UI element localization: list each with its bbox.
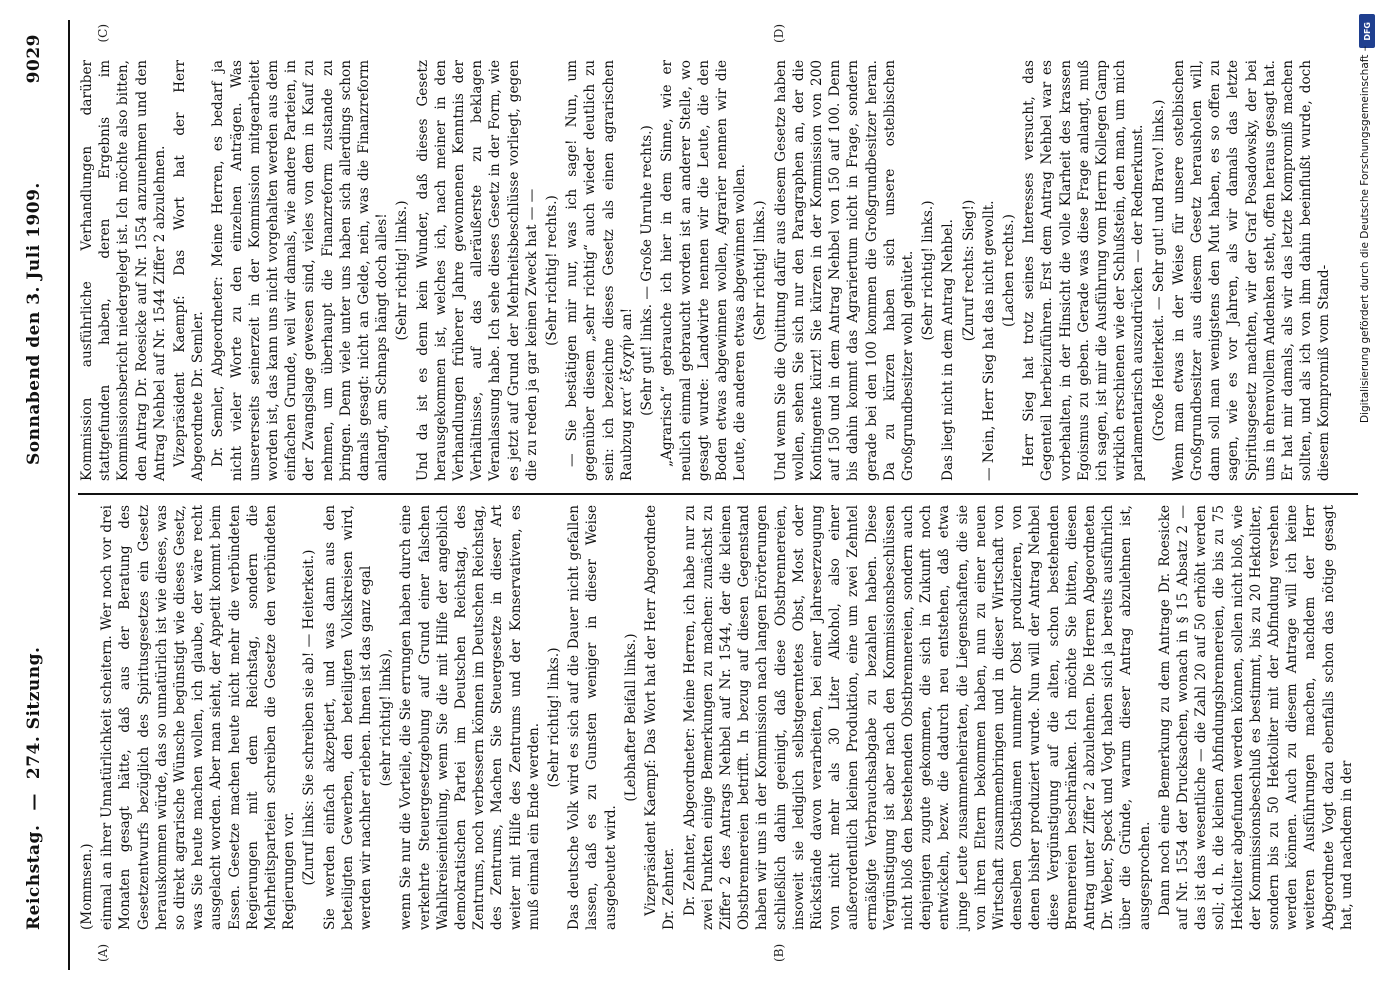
dfg-logo: DFG <box>1359 14 1375 48</box>
interjection: (Große Heiterkeit. — Sehr gut! und Bravo! links.) <box>1150 99 1167 442</box>
header-dash: — <box>24 793 44 811</box>
margin-marker-d: (D) <box>772 24 786 43</box>
paragraph: Dr. Semler, Abgeordneter: Meine Herren, es bedarf ja nicht vieler Worte zu den einzelnen Anträgen. Was unsererseits seinerzeit in der Kommission mitgearbeitet worden ist, das kann uns nicht vorgehalten werden aus dem einfachen Grunde, weil wir damals, wie andere Parteien, in der Zwangslage gewesen sind, vieles von dem in Kauf zu nehmen, um überhaupt die Finanzreform zustande zu bringen. Denn viele unter uns haben sich allerdings schon damals gesagt: nicht an Gelde, nein, was die Finanzreform anlangt, am Schnaps hängt doch alles! <box>210 60 391 481</box>
interjection: (Zuruf rechts: Sieg!) <box>960 199 977 342</box>
interjection: (Sehr richtig! rechts.) <box>544 195 561 346</box>
paragraph: Herr Sieg hat trotz seines Interesses versucht, das Gegenteil herbeizuführen. Erst dem Antrag Nehbel war es vorbehalten, in der Hinsicht die volle Klarheit des krassen Egoismus zu geben. Gerade was diese Frage anlangt, muß ich sagen, ist mir die Ausführung vom Herrn Kollegen Gamp wirklich erschienen wie der Schlußstein, den man, um mich parlamentarisch auszudrücken — der Rednerkunst. <box>1021 60 1147 481</box>
interjection: (Sehr richtig! links.) <box>394 200 411 341</box>
interjection: (Lebhafter Beifall links.) <box>622 633 639 802</box>
paragraph: Dann noch eine Bemerkung zu dem Antrage Dr. Roesicke auf Nr. 1554 der Drucksachen, wonach in § 15 Absatz 2 — das ist das wesentliche — die Zahl 20 auf 50 erhöht werden soll; d. h. die kleinen Abfindungsbrennereien, die bis zu 75 Hektoliter abgefunden werden können, sollen nicht bloß, wie der Kommissionsbeschluß es bestimmt, bis zu 20 Hektoliter, sondern bis zu 50 Hektoliter mit der Abfindung versehen werden können. Auch zu diesem Antrage will ich keine weiteren Ausführungen machen, nachdem der Herr Abgeordnete Vogt dazu ebenfalls schon das nötige gesagt hat, und nachdem in der <box>1156 505 1355 930</box>
paragraph: — Sie bestätigen mir nur, was ich sage! Nun, um gegenüber diesem „sehr richtig“ auch wieder deutlich zu sein: ich bezeichne dieses Gesetz als einen agrarischen Raubzug κατ’ ἐξοχήν an! <box>564 60 635 481</box>
chair-announcement: Vizepräsident Kaempf: Das Wort hat der Herr Abgeordnete Dr. Zehnter. <box>643 505 678 930</box>
paragraph: Kommission ausführliche Verhandlungen darüber stattgefunden haben, deren Ergebnis im Kommissionsbericht niedergelegt ist. Ich möchte also bitten, den Antrag Dr. Roesicke auf Nr. 1554 anzunehmen und den Antrag Nehbel auf Nr. 1544 Ziffer 2 abzulehnen. <box>79 60 168 481</box>
chair-announcement: Vizepräsident Kaempf: Das Wort hat der Herr Abgeordnete Dr. Semler. <box>172 60 207 481</box>
interjection: (Lachen rechts.) <box>1000 214 1017 327</box>
speaker-tag: (Mommsen.) <box>79 843 95 930</box>
paragraph: Sie werden einfach akzeptiert, und was dann aus den beteiligten Gewerben, den beteiligten Volkskreisen wird, werden wir nachher erleben. Ihnen ist das ganz egal <box>321 505 375 930</box>
paragraph: „Agrarisch“ gebrauche ich hier in dem Sinne, wie er neulich einmal gebraucht worden ist an anderer Stelle, wo gesagt wurde: Landwirte nennen wir die Leute, die den Boden etwas abgewinnen wollen, Agrarier nennen wir die Leute, die anderen etwas abgewinnen wollen. <box>659 60 749 481</box>
paragraph: Das liegt nicht in dem Antrag Nehbel. <box>940 219 957 481</box>
interjection: (Sehr gut! links. — Große Unruhe rechts.) <box>639 125 656 416</box>
session-date: Sonnabend den 3. Juli 1909. <box>24 182 44 465</box>
interjection: (sehr richtig! links), <box>378 648 395 787</box>
margin-marker-c: (C) <box>96 24 110 43</box>
text-columns <box>78 20 1358 970</box>
interjection: (Sehr richtig! links.) <box>752 200 769 341</box>
page-number: 9029 <box>24 34 44 84</box>
right-column <box>78 20 1358 495</box>
paragraph: wenn Sie nur die Vorteile, die Sie errungen haben durch eine verkehrte Steuergesetzgebung auf Grund einer falschen Wahlkreiseinteilung, wenn Sie die mit Hilfe der angeblich demokratischen Partei im Deutschen Reichstag, des Zentrums, noch verbessern können im Deutschen Reichstag, des Zentrums, Machen Sie Steuergesetze in dieser Art weiter mit Hilfe des Zentrums und der Konservativen, es muß einmal ein Ende werden. <box>398 505 542 930</box>
paragraph: Und da ist es denn kein Wunder, daß dieses Gesetz herausgekommen ist, welches ich, nach meiner in den Verhandlungen früherer Jahre gewonnenen Kenntnis der Verhältnisse, auf das alleräußerste zu beklagen Veranlassung habe. Ich sehe dieses Gesetz in der Form, wie es jetzt auf Grund der Mehrheitsbeschlüsse vorliegt, gegen die zu reden ja gar keinen Zweck hat — — <box>414 60 540 481</box>
credit-text: Digitalisierung gefördert durch die Deutsche Forschungsgemeinschaft – <box>1359 46 1371 423</box>
margin-marker-a: (A) <box>96 943 110 962</box>
page-header <box>24 20 68 970</box>
paragraph: Und wenn Sie die Quittung dafür aus diesem Gesetze haben wollen, sehen Sie sich nur den Paragraphen an, der die Kontingente kürzt! Sie kürzen in der Kommission von 200 auf 150 und in dem Antrag Nehbel von 150 auf 100. Denn bis dahin kommt das Agrariertum nicht in Frage, sondern gerade bei den 100 kommen die Großgrundbesitzer heran. Da zu kürzen haben sich unsere ostelbischen Großgrundbesitzer wohl gehütet. <box>772 60 916 481</box>
publication-name: Reichstag. <box>24 824 44 930</box>
left-column <box>78 495 1358 970</box>
paragraph: Wenn man etwas in der Weise für unsere ostelbischen Großgrundbesitzer aus diesem Gesetz herausholen will, dann soll man wenigstens den Mut haben, es so offen zu sagen, wie es vor Jahren, als wir damals das letzte Spiritusgesetz machten, wir der Graf Posadowsky, der bei uns in ehrenvollem Andenken steht, offen heraus gesagt hat. Er hat mir damals, als wir das letzte Kompromiß machen sollten, und als ich von ihm dahin beeinflußt wurde, doch diesem Kompromiß vom Stand- <box>1170 60 1333 481</box>
paragraph: Das deutsche Volk wird es sich auf die Dauer nicht gefallen lassen, daß es zu Gunsten weniger in dieser Weise ausgebeutet wird. <box>566 505 619 930</box>
digitization-credit <box>1359 6 1379 1000</box>
interjection: (Zuruf links: Sie schreiben sie ab! — Heiterkeit.) <box>301 549 318 886</box>
interjection: (Sehr richtig! links.) <box>920 200 937 341</box>
margin-marker-b: (B) <box>772 943 786 962</box>
paragraph: — Nein, Herr Sieg hat das nicht gewollt. <box>980 200 997 481</box>
paragraph: Dr. Zehnter, Abgeordneter: Meine Herren, ich habe nur zu zwei Punkten einige Bemerkungen zu machen: zunächst zu Ziffer 2 des Antrags Nehbel auf Nr. 1544, der die kleinen Obstbrennereien betrifft. In bezug auf diesen Gegenstand haben wir uns in der Kommission nach langen Erörterungen schließlich dahin geeinigt, daß diese Obstbrennereien, insoweit sie lediglich selbstgeerntetes Obst, Most oder Rückstände davon verarbeiten, bei einer Jahreserzeugung von nicht mehr als 30 Liter Alkohol, also einer außerordentlich kleinen Produktion, eine um zwei Zehntel ermäßigte Verbrauchsabgabe zu bezahlen haben. Diese Vergünstigung ist aber nach den Kommissionsbeschlüssen nicht bloß den bestehenden Obstbrennereien, sondern auch denjenigen zugute gekommen, die sich in Zukunft noch entwickeln, bezw. die dadurch neu entstehen, daß etwa junge Leute zusammenheiraten, die Liegenschaften, die sie von ihren Eltern bekommen haben, nun zu einer neuen Wirtschaft zusammenbringen und in dieser Wirtschaft von denselben Obstbäumen nunmehr Obst produzieren, von denen bisher produziert wurde. Nun will der Antrag Nehbel diese Vergünstigung auf die alten, schon bestehenden Brennereien beschränken. Ich möchte Sie bitten, diesen Antrag unter Ziffer 2 abzulehnen. Die Herren Abgeordneten Dr. Weber, Speck und Vogt haben sich ja bereits ausführlich über die Gründe, warum dieser Antrag abzulehnen ist, ausgesprochen. <box>681 505 1153 930</box>
header-rule <box>68 20 70 970</box>
interjection: (Sehr richtig! links.) <box>546 647 563 788</box>
paragraph: einmal an ihrer Unnatürlichkeit scheitern. Wer noch vor drei Monaten gesagt hätte, daß aus der Beratung des Gesetzentwurfs bezüglich des Spiritusgesetzes ein Gesetz herauskommen würde, das so unnatürlich ist wie dieses, was so direkt agrarische Wünsche begünstigt wie dieses Gesetz, was Sie heute machen wollen, ich glaube, der wäre recht ausgelacht worden. Aber man sieht, der Appetit kommt beim Essen. Gesetze machen heute nicht mehr die verbündeten Regierungen mit dem Reichstag, sondern die Mehrheitsparteien schreiben die Gesetze den verbündeten Regierungen vor. <box>99 505 298 930</box>
session-label: 274. Sitzung. <box>24 646 44 780</box>
